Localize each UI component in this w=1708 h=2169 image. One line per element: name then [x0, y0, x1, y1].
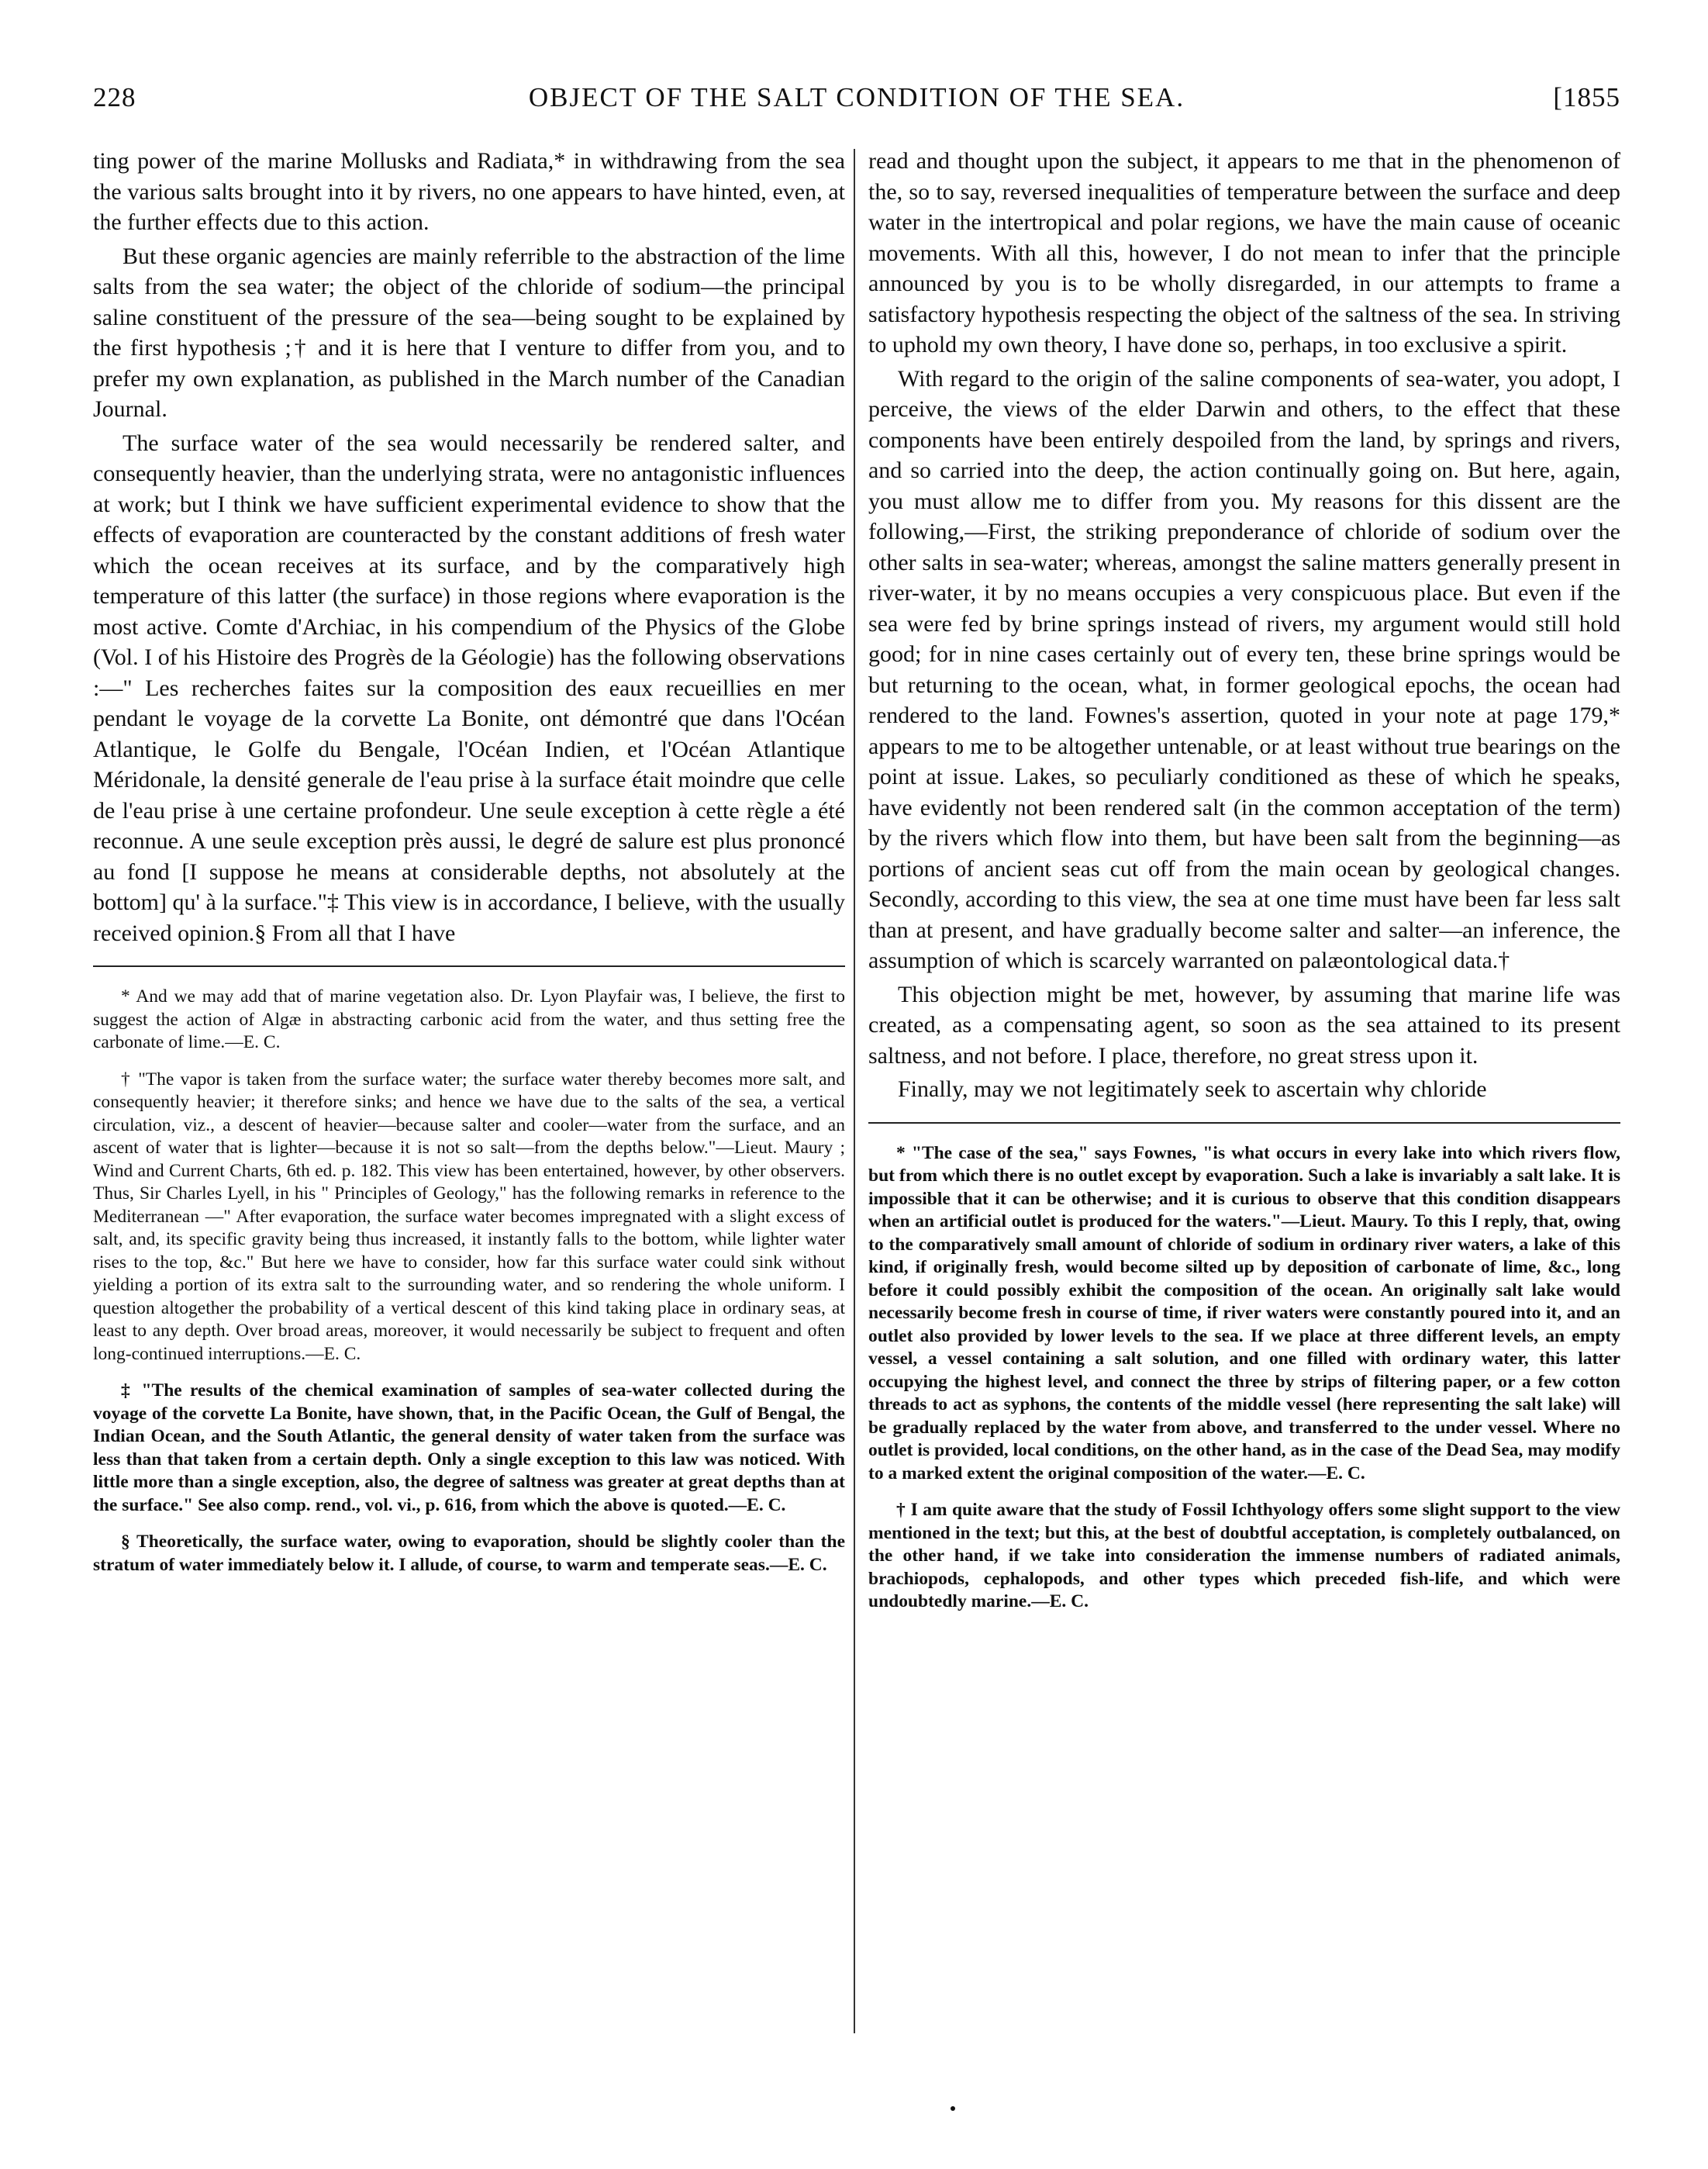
printer-dot-mark — [951, 2106, 955, 2111]
footnote-rule — [93, 965, 845, 967]
body-paragraph: ting power of the marine Mollusks and Radiata,* in withdrawing from the sea the various salts brought into it by rivers, no one appears to have hinted, even, at the further effects due to this action. — [93, 148, 845, 235]
left-column — [93, 146, 845, 1590]
header-year: [1855 — [1553, 82, 1620, 112]
footnote: ‡ "The results of the chemical examination of samples of sea-water collected during the voyage of the corvette La Bonite, have shown, that, in the Pacific Ocean, the Gulf of Bengal, the Indian Ocean, and the South Atlantic, the general density of water taken from the surface was less than that taken from a certain depth. Only a single exception to this law was noticed. With little more than a single exception, also, the degree of saltness was greater at great depths than at the surface." See also comp. rend., vol. vi., p. 616, from which the above is quoted.—E. C. — [93, 1380, 845, 1515]
running-header — [93, 82, 1620, 126]
footnote: † I am quite aware that the study of Fossil Ichthyology offers some slight support to the view mentioned in the text; but this, at the best of doubtful acceptation, is completely outbalanced, on the other hand, if we take into consideration the immense numbers of radiated animals, brachiopods, cephalopods, and other types which preceded fish-life, and which were undoubtedly marine.—E. C. — [868, 1500, 1620, 1611]
footnote: § Theoretically, the surface water, owing to evaporation, should be slightly cooler than the stratum of water immediately below it. I allude, of course, to warm and temperate seas.—E. C. — [93, 1532, 845, 1575]
left-footnotes — [93, 986, 845, 1577]
body-paragraph: Finally, may we not legitimately seek to ascertain why chloride — [898, 1076, 1487, 1102]
footnote: † "The vapor is taken from the surface water; the surface water thereby becomes more salt, and consequently heavier; it therefore sinks; and hence we have due to the salts of the sea, a vertical circulation, viz., a descent of heavier—because salter and cooler—water from the surface, and an ascent of water that is lighter—because it is not so salt—from the depths below."—Lieut. Maury ; Wind and Current Charts, 6th ed. p. 182. This view has been entertained, however, by other observers. Thus, Sir Charles Lyell, in his " Principles of Geology," has the following remarks in reference to the Mediterranean —" After evaporation, the surface water becomes impregnated with a slight excess of salt, and, its specific gravity being thus increased, it instantly falls to the bottom, while lighter water rises to the top, &c." But here we have to consider, how far this surface water could sink without yielding a portion of its extra salt to the surrounding water, and so rendering the whole uniform. I question altogether the probability of a vertical descent of this kind taking place in ordinary seas, at least to any depth. Over broad areas, moreover, it would necessarily be subject to frequent and often long-continued interruptions.—E. C. — [93, 1069, 845, 1364]
body-paragraph: read and thought upon the subject, it appears to me that in the phenomenon of the, so to say, reversed inequalities of temperature between the surface and deep water in the intertropical and polar regions, we have the main cause of oceanic movements. With all this, however, I do not mean to infer that the principle announced by you is to be wholly disregarded, in our attempts to frame a satisfactory hypothesis respecting the object of the saltness of the sea. In striving to uphold my own theory, I have done so, perhaps, in too exclusive a spirit. — [868, 148, 1620, 357]
body-paragraph: The surface water of the sea would necessarily be rendered salter, and consequently heavier, than the underlying strata, were no antagonistic influences at work; but I think we have sufficient experimental evidence to show that the effects of evaporation are counteracted by the constant additions of fresh water which the ocean receives at its surface, and by the comparatively high temperature of this latter (the surface) in those regions where evaporation is the most active. Comte d'Archiac, in his compendium of the Physics of the Globe (Vol. I of his Histoire des Progrès de la Géologie) has the following observations :—" Les recherches faites sur la composition des eaux recueillies en mer pendant le voyage de la corvette La Bonite, ont démontré que dans l'Océan Atlantique, le Golfe du Bengale, l'Océan Indien, et l'Océan Atlantique Méridonale, la densité generale de l'eau prise à la surface était moindre que celle de l'eau prise à une certaine profondeur. Une seule exception à cette règle a été reconnue. A une seule exception près aussi, le degré de salure est plus prononcé au fond [I suppose he means at considerable depths, not absolutely at the bottom] qu' à la surface."‡ This view is in accordance, I believe, with the usually received opinion.§ From all that I have — [93, 430, 845, 946]
body-paragraph: With regard to the origin of the saline components of sea-water, you adopt, I perceive, the views of the elder Darwin and others, to the effect that these components have been entirely despoiled from the land, by springs and rivers, and so carried into the deep, the action continually going on. But here, again, you must allow me to differ from you. My reasons for this dissent are the following,—First, the striking preponderance of chloride of sodium over the other salts in sea-water; whereas, amongst the saline matters generally present in river-water, it by no means occupies a very conspicuous place. But even if the sea were fed by brine springs instead of rivers, my argument would still hold good; for in nine cases certainly out of every ten, these brine springs would be but returning to the ocean, what, in former geological epochs, the ocean had rendered to the land. Fownes's assertion, quoted in your note at page 179,* appears to me to be altogether untenable, or at least without true bearings on the point at issue. Lakes, so peculiarly conditioned as these of which he speaks, have evidently not been rendered salt (in the common acceptation of the term) by the rivers which flow into them, but have been salt from the beginning—as portions of ancient seas cut off from the main ocean by geological changes. Secondly, according to this view, the sea at one time must have been far less salt than at present, and have gradually become salter and salter—an inference, the assumption of which is scarcely warranted on palæontological data.† — [868, 365, 1620, 973]
right-footnotes — [868, 1142, 1620, 1614]
right-body-text — [868, 146, 1620, 1105]
footnote: * "The case of the sea," says Fownes, "is what occurs in every lake into which rivers flow, but from which there is no outlet except by evaporation. Such a lake is invariably a salt lake. It is impossible that it can be otherwise; and it is curious to observe that this condition disappears when an artificial outlet is produced for the waters."—Lieut. Maury. To this I reply, that, owing to the comparatively small amount of chloride of sodium in ordinary river waters, a lake of this kind, if originally fresh, would become silted up by deposition of carbonate of lime, &c., long before it could possibly exhibit the composition of the ocean. An originally salt lake would necessarily become fresh in course of time, if river waters were constantly poured into it, and an outlet also provided by lower levels to the sea. If we place at three different levels, an empty vessel, a vessel containing a salt solution, and one filled with ordinary water, this latter occupying the highest level, and connect the three by strips of filtering paper, or a few cotton threads to act as syphons, the contents of the middle vessel (here representing the salt lake) will be gradually replaced by the water from above, and transferred to the under vessel. Where no outlet is provided, local conditions, on the other hand, as in the case of the Dead Sea, may modify to a marked extent the original composition of the water.—E. C. — [868, 1142, 1620, 1483]
footnote: * And we may add that of marine vegetation also. Dr. Lyon Playfair was, I believe, the first to suggest the action of Algæ in abstracting carbonic acid from the water, and thus setting free the carbonate of lime.—E. C. — [93, 986, 845, 1052]
body-paragraph: This objection might be met, however, by assuming that marine life was created, as a compensating agent, so soon as the sea attained to its present saltness, and not before. I place, therefore, no great stress upon it. — [868, 981, 1620, 1069]
footnote-rule — [868, 1122, 1620, 1124]
page-number: 228 — [93, 82, 136, 112]
left-body-text — [93, 146, 845, 948]
running-title: OBJECT OF THE SALT CONDITION OF THE SEA. — [528, 82, 1185, 112]
right-column — [868, 146, 1620, 1628]
body-paragraph: But these organic agencies are mainly referrible to the abstraction of the lime salts from the sea water; the object of the chloride of sodium—the principal saline constituent of the pressure of the sea—being sought to be explained by the first hypothesis ;† and it is here that I venture to differ from you, and to prefer my own explanation, as published in the March number of the Canadian Journal. — [93, 243, 845, 422]
column-divider — [854, 149, 855, 2033]
